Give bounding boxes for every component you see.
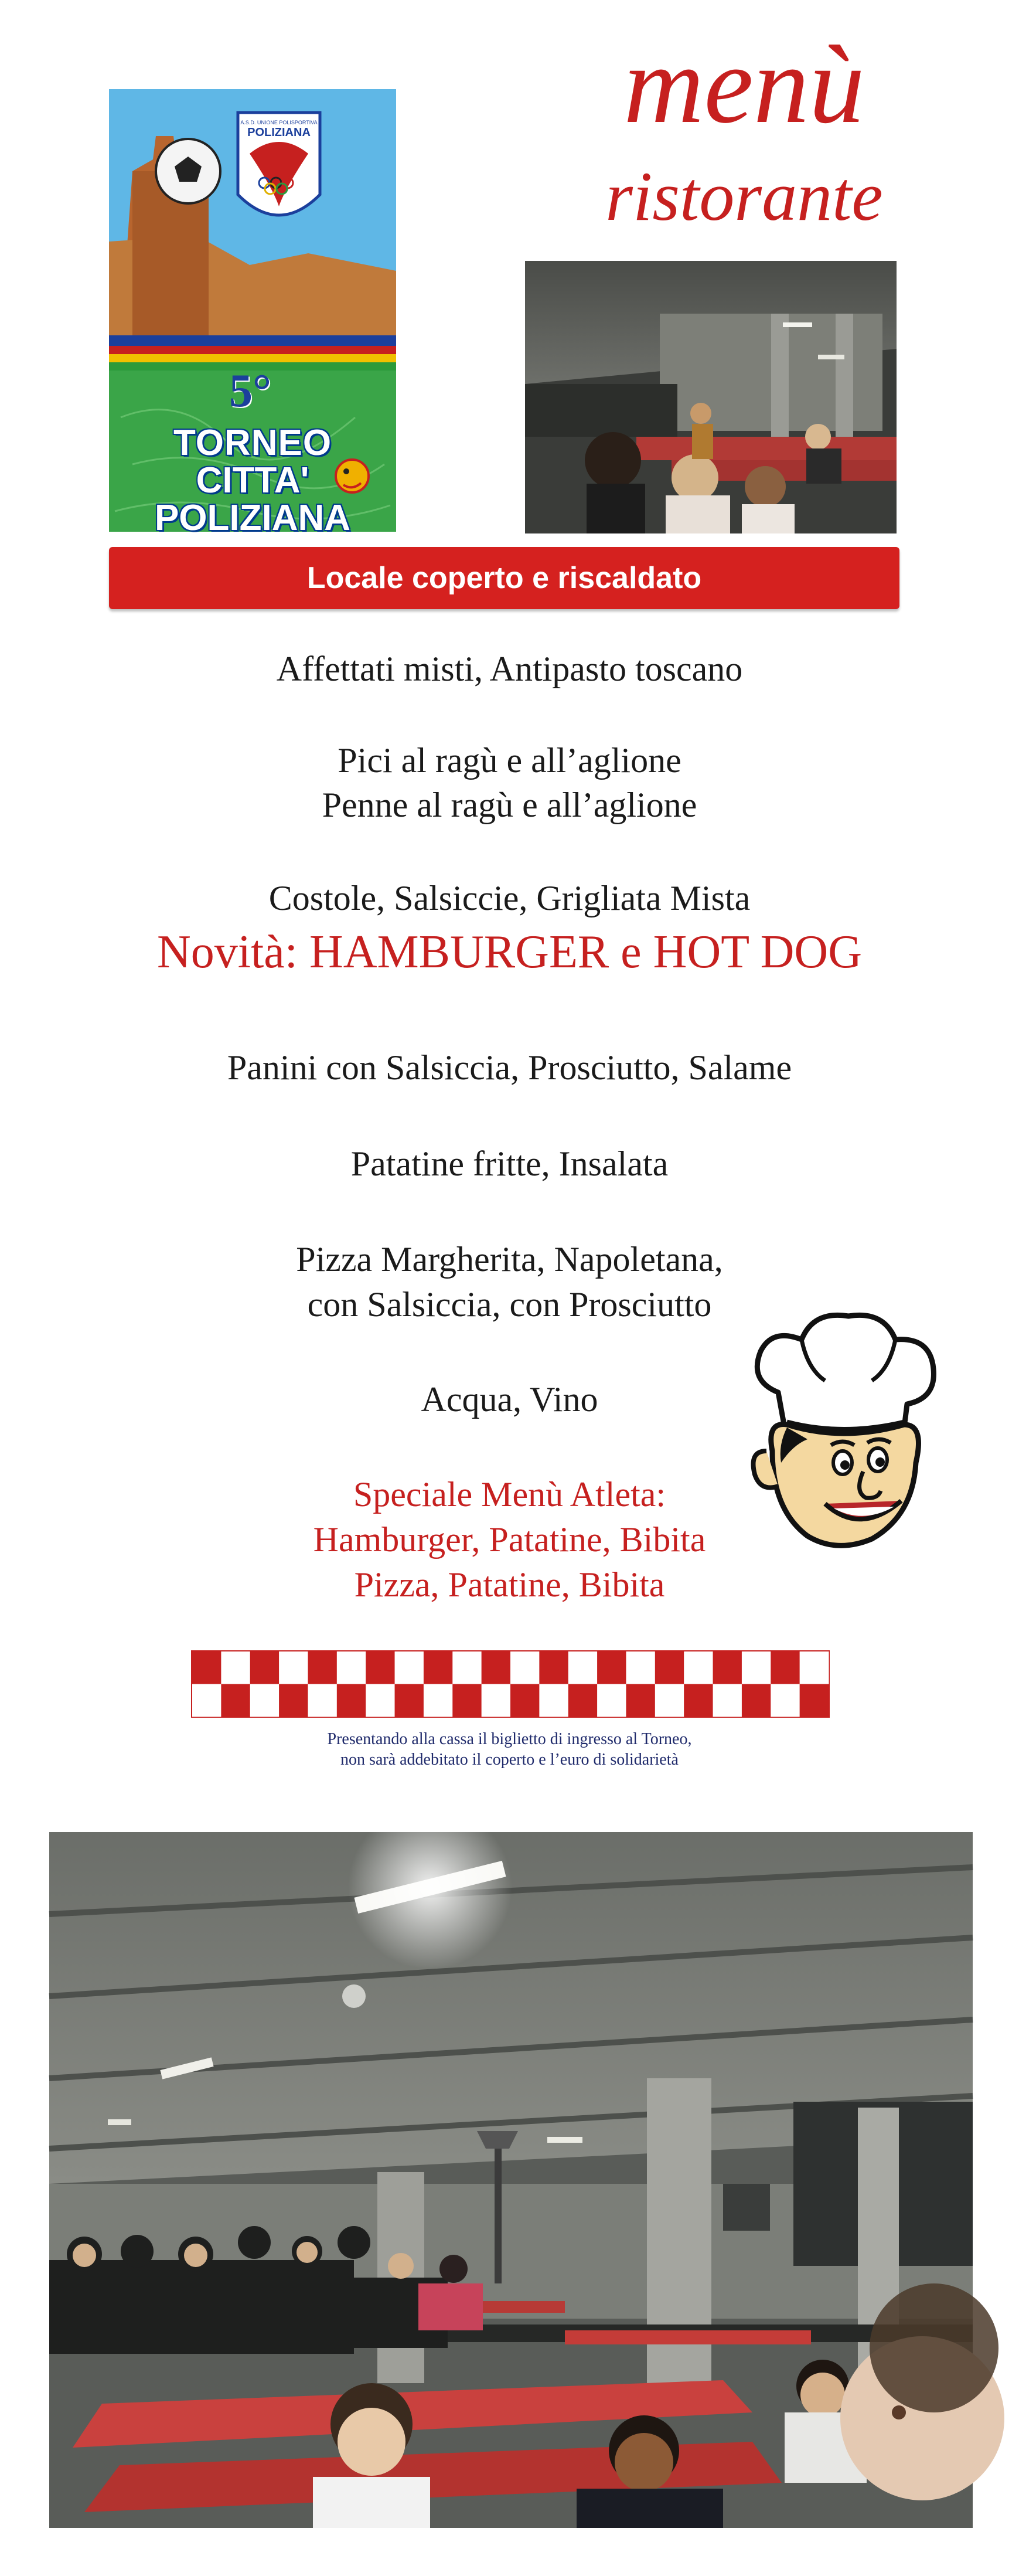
checker-square (452, 1651, 482, 1684)
heated-hall-banner: Locale coperto e riscaldato (109, 547, 899, 609)
checker-square (482, 1651, 511, 1684)
checker-square (771, 1651, 800, 1684)
menu-secondi: Costole, Salsiccie, Grigliata Mista (268, 879, 751, 917)
checker-square (366, 1651, 395, 1684)
checker-square (221, 1651, 250, 1684)
checker-square (308, 1684, 337, 1717)
checker-square (597, 1684, 626, 1717)
title-subtitle: ristorante (605, 157, 883, 235)
checker-square (626, 1684, 655, 1717)
crest-icon (238, 113, 320, 215)
note-line-2: non sarà addebitato il coperto e l’euro di solidarietà (340, 1751, 679, 1769)
checker-square (366, 1684, 395, 1717)
menu-atleta-title: Speciale Menù Atleta: (353, 1475, 666, 1514)
menu-atleta-pizza: Pizza, Patatine, Bibita (354, 1565, 665, 1604)
menu-atleta-hamburger: Hamburger, Patatine, Bibita (313, 1520, 706, 1559)
poster-line-citta: CITTA' (196, 460, 309, 501)
menu-pizza-2: con Salsiccia, con Prosciutto (307, 1285, 712, 1324)
checker-square (337, 1651, 366, 1684)
checker-square (510, 1684, 540, 1717)
title-menu: menù (623, 23, 865, 147)
menu-antipasti: Affettati misti, Antipasto toscano (276, 650, 743, 688)
chef-icon (737, 1304, 948, 1557)
checker-square (713, 1684, 742, 1717)
svg-text:POLIZIANA: POLIZIANA (247, 126, 311, 139)
checker-square (568, 1651, 598, 1684)
checker-square (800, 1684, 829, 1717)
checker-square (395, 1651, 424, 1684)
menu-panini: Panini con Salsiccia, Prosciutto, Salame (227, 1048, 792, 1087)
tournament-poster (109, 89, 396, 538)
checker-square (597, 1651, 626, 1684)
poster-edition: 5° (229, 365, 271, 417)
checker-square (221, 1684, 250, 1717)
checkered-tablecloth-icon (191, 1650, 830, 1718)
poster-line-torneo: TORNEO (173, 423, 332, 463)
checker-square (568, 1684, 598, 1717)
checker-square (192, 1684, 221, 1717)
checker-square (424, 1651, 453, 1684)
checker-square (800, 1651, 829, 1684)
checker-square (308, 1651, 337, 1684)
checker-square (655, 1684, 684, 1717)
checker-square (192, 1651, 221, 1684)
checker-square (337, 1684, 366, 1717)
checker-square (482, 1684, 511, 1717)
menu-primi-pici: Pici al ragù e all’aglione (338, 741, 681, 780)
checker-square (626, 1651, 655, 1684)
checker-square (655, 1651, 684, 1684)
checker-square (279, 1684, 308, 1717)
restaurant-photo-bottom (49, 1832, 973, 2528)
checker-square (250, 1651, 280, 1684)
checker-square (279, 1651, 308, 1684)
checker-square (771, 1684, 800, 1717)
menu-novita: Novità: HAMBURGER e HOT DOG (157, 926, 862, 978)
restaurant-photo-top (525, 261, 897, 533)
checker-square (452, 1684, 482, 1717)
checker-square (424, 1684, 453, 1717)
football-icon (156, 139, 220, 203)
checker-square (510, 1651, 540, 1684)
menu-primi-penne: Penne al ragù e all’aglione (322, 786, 697, 824)
checker-square (539, 1684, 568, 1717)
menu-contorni: Patatine fritte, Insalata (350, 1144, 669, 1183)
checker-square (742, 1684, 771, 1717)
checker-square (684, 1684, 713, 1717)
note-line-1: Presentando alla cassa il biglietto di ingresso al Torneo, (327, 1730, 692, 1748)
checker-square (395, 1684, 424, 1717)
checker-square (713, 1651, 742, 1684)
svg-text:A.S.D. UNIONE POLISPORTIVA: A.S.D. UNIONE POLISPORTIVA (240, 120, 318, 125)
menu-pizza-1: Pizza Margherita, Napoletana, (296, 1240, 723, 1279)
checker-square (250, 1684, 280, 1717)
menu-bevande: Acqua, Vino (421, 1380, 598, 1419)
checker-square (684, 1651, 713, 1684)
poster-line-poliziana: POLIZIANA (154, 498, 351, 538)
checker-square (539, 1651, 568, 1684)
checker-square (742, 1651, 771, 1684)
